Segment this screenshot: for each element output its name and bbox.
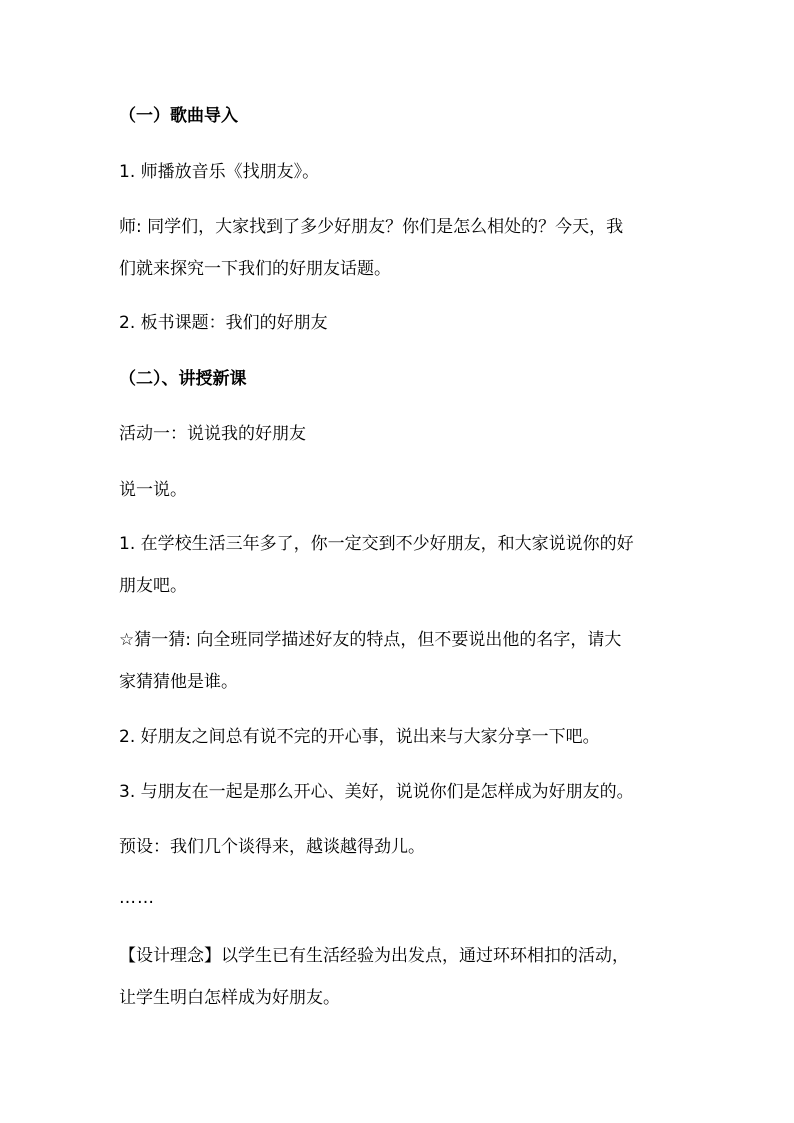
question-2: 2. 好朋友之间总有说不完的开心事，说出来与大家分享一下吧。 bbox=[119, 727, 600, 747]
guess-game-line-2: 家猜猜他是谁。 bbox=[119, 672, 238, 692]
question-1-line-2: 朋友吧。 bbox=[119, 576, 187, 596]
guess-game-line-1: ☆猜一猜: 向全班同学描述好友的特点，但不要说出他的名字，请大 bbox=[119, 630, 622, 650]
step-play-music: 1. 师播放音乐《找朋友》。 bbox=[119, 162, 320, 182]
activity-one-title: 活动一：说说我的好朋友 bbox=[119, 424, 306, 444]
section-heading-song-intro: （一）歌曲导入 bbox=[119, 106, 238, 126]
design-concept-line-1: 【设计理念】以学生已有生活经验为出发点，通过环环相扣的活动， bbox=[119, 946, 629, 966]
question-1-line-1: 1. 在学校生活三年多了，你一定交到不少好朋友，和大家说说你的好 bbox=[119, 534, 634, 554]
question-3: 3. 与朋友在一起是那么开心、美好，说说你们是怎样成为好朋友的。 bbox=[119, 782, 634, 802]
ellipsis-text: …… bbox=[119, 888, 155, 908]
teacher-speech-line-2: 们就来探究一下我们的好朋友话题。 bbox=[119, 259, 391, 279]
step-write-title: 2. 板书课题：我们的好朋友 bbox=[119, 313, 328, 333]
say-it-label: 说一说。 bbox=[119, 480, 187, 500]
preset-answer: 预设：我们几个谈得来，越谈越得劲儿。 bbox=[119, 837, 425, 857]
teacher-speech-line-1: 师: 同学们，大家找到了多少好朋友？你们是怎么相处的？今天，我 bbox=[119, 217, 624, 237]
design-concept-line-2: 让学生明白怎样成为好朋友。 bbox=[119, 988, 340, 1008]
section-heading-new-lesson: （二）、讲授新课 bbox=[119, 369, 247, 389]
